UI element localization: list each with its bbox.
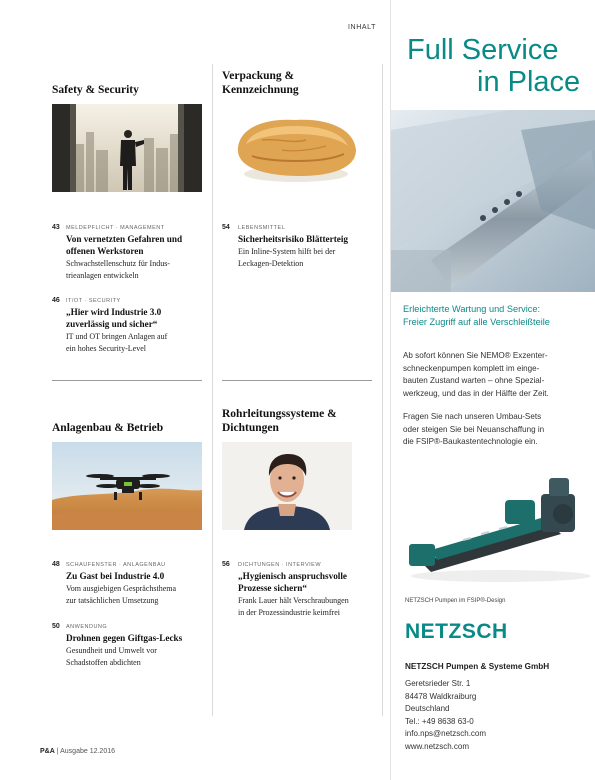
address-country: Deutschland: [405, 704, 450, 714]
pastry-photo[interactable]: [222, 104, 372, 192]
article-subtitle: IT und OT bringen Anlagen auf ein hohes Security-Level: [66, 332, 168, 353]
page-number: 54: [222, 224, 230, 231]
article-category: ANWENDUNG: [66, 624, 108, 630]
website-link[interactable]: www.netzsch.com: [405, 741, 470, 751]
pump-closeup-photo: [391, 110, 595, 292]
section-title-safety: Safety & Security: [52, 84, 139, 96]
article-title[interactable]: Sicherheitsrisiko Blätterteig: [238, 234, 348, 244]
pump-product-image: [401, 458, 591, 588]
product-caption: NETZSCH Pumpen im FSIP®-Design: [405, 598, 506, 604]
article-category: MELDEPFLICHT · MANAGEMENT: [66, 225, 165, 231]
article-title[interactable]: „Hygienisch anspruchsvolle Prozesse sichern“: [238, 571, 347, 593]
section-divider: [52, 380, 202, 381]
article-category: DICHTUNGEN · INTERVIEW: [238, 562, 322, 568]
businessman-photo[interactable]: [52, 104, 202, 192]
section-label: INHALT: [348, 24, 376, 31]
address-city: 84478 Waldkraiburg: [405, 691, 477, 701]
page-number: 48: [52, 561, 60, 568]
section-title-plant: Anlagenbau & Betrieb: [52, 422, 164, 434]
ad-body-text: Fragen Sie nach unseren Umbau-Sets oder steigen Sie bei Neuanschaffung in die FSIP®-Baukastentechnologie ein.: [403, 412, 545, 446]
column-divider: [212, 64, 213, 716]
article-category: IT/OT · SECURITY: [66, 298, 121, 304]
page-number: 56: [222, 561, 230, 568]
phone-number[interactable]: Tel.: +49 8638 63-0: [405, 716, 474, 726]
section-title-piping: Rohrleitungssysteme & Dichtungen: [222, 408, 337, 434]
article-subtitle: Frank Lauer hält Verschraubungen in der Prozessindustrie keimfrei: [238, 596, 349, 617]
page-footer: [40, 748, 115, 755]
article-subtitle: Schwachstellenschutz für Indus- trieanlagen entwickeln: [66, 259, 170, 280]
ad-tagline: Erleichterte Wartung und Service: Freier Zugriff auf alle Verschleißteile: [403, 304, 550, 327]
company-address: [405, 678, 486, 754]
article-subtitle: Gesundheit und Umwelt vor Schadstoffen abdichten: [66, 646, 157, 667]
article-category: SCHAUFENSTER · ANLAGENBAU: [66, 562, 166, 568]
netzsch-logo[interactable]: NETZSCH: [405, 620, 508, 643]
address-street: Geretsrieder Str. 1: [405, 679, 471, 688]
page-number: 46: [52, 297, 60, 304]
ad-headline: Full Service in Place: [407, 34, 581, 98]
page-number: 43: [52, 224, 60, 231]
netzsch-advertisement[interactable]: [390, 0, 595, 780]
article-title[interactable]: Zu Gast bei Industrie 4.0: [66, 571, 165, 581]
footer-issue: | Ausgabe 12.2016: [56, 748, 115, 755]
article-title[interactable]: „Hier wird Industrie 3.0 zuverlässig und sicher“: [66, 307, 162, 329]
article-category: LEBENSMITTEL: [238, 225, 286, 231]
article-subtitle: Ein Inline-System hilft bei der Leckagen-Detektion: [238, 247, 336, 268]
ad-body-text: Ab sofort können Sie NEMO® Exzenter- schneckenpumpen komplett im einge- bauten Zustand warten – ohne Spezial- werkzeug, und das in der Hälfte der Zeit.: [403, 351, 549, 398]
article-title[interactable]: Drohnen gegen Giftgas-Lecks: [66, 633, 183, 643]
page-number: 50: [52, 623, 60, 630]
section-title-packaging: Verpackung & Kennzeichnung: [222, 70, 299, 96]
company-name: NETZSCH Pumpen & Systeme GmbH: [405, 662, 550, 671]
article-title[interactable]: Von vernetzten Gefahren und offenen Werkstoren: [66, 234, 183, 256]
article-subtitle: Vom ausgiebigen Gesprächsthema zur tatsächlichen Umsetzung: [66, 584, 177, 605]
email-link[interactable]: info.nps@netzsch.com: [405, 729, 487, 739]
column-divider: [382, 64, 383, 716]
footer-brand: P&A: [40, 748, 55, 755]
section-divider: [222, 380, 372, 381]
drone-photo[interactable]: [52, 442, 202, 530]
portrait-photo[interactable]: [222, 442, 352, 530]
